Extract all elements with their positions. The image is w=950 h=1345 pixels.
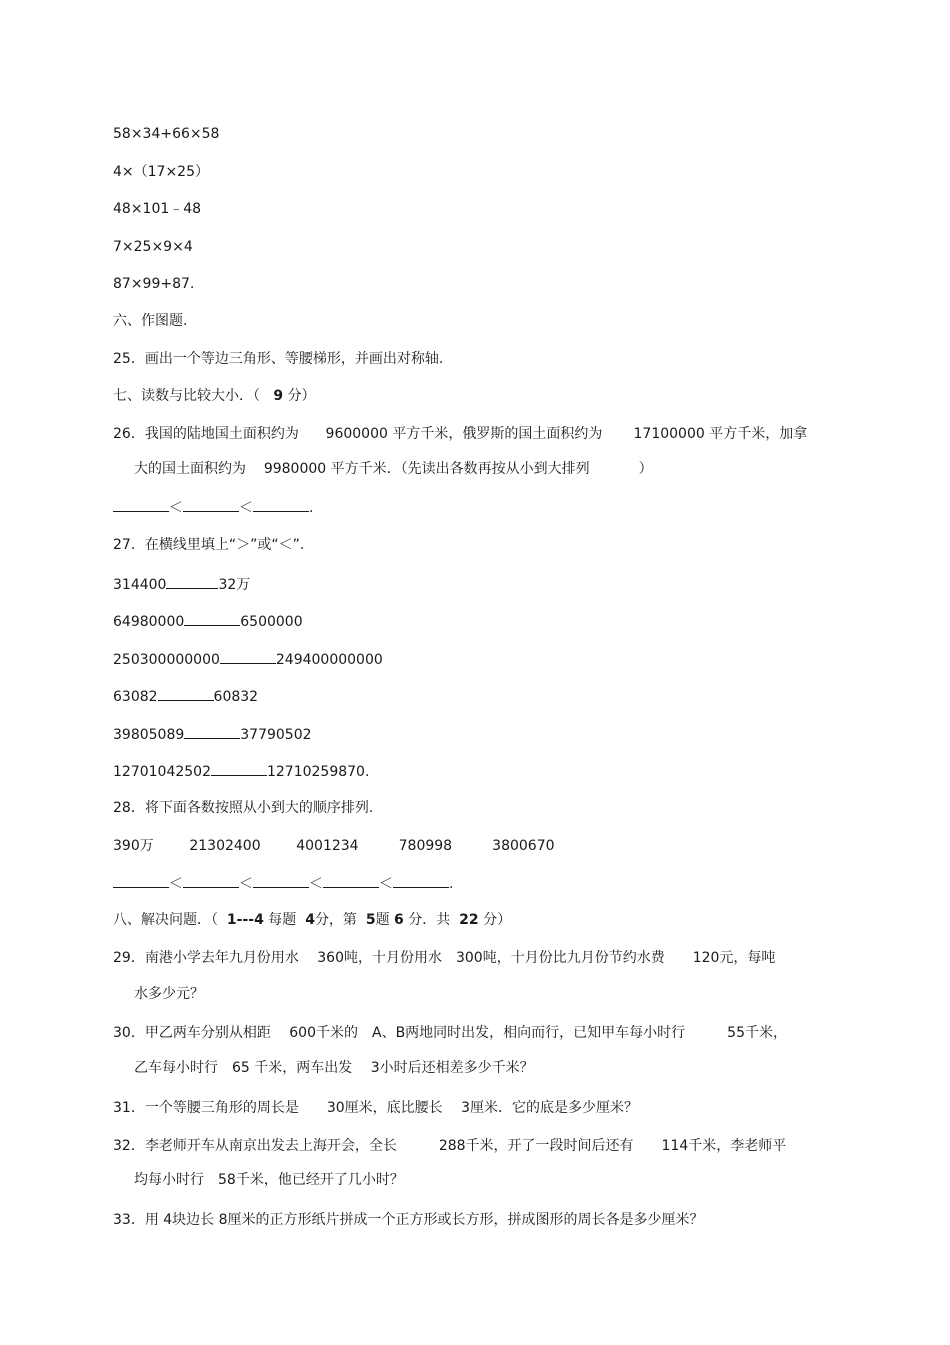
compare-row	[113, 649, 383, 670]
answer-blank[interactable]	[220, 649, 276, 664]
answer-blank[interactable]	[211, 761, 267, 776]
compare-right: 6500000	[240, 614, 303, 630]
compare-left: 64980000	[113, 614, 185, 630]
question-31: 31．一个等腰三角形的周长是 30厘米，底比腰长 3厘米．它的底是多少厘米？	[113, 1100, 638, 1116]
compare-right: 60832	[213, 689, 259, 705]
q26-text: 平方千米．（先读出各数再按从小到大排列	[330, 461, 590, 477]
compare-right: 32万	[218, 577, 251, 593]
question-29-line-2: 水多少元？	[134, 986, 204, 1002]
compare-row	[113, 574, 250, 595]
answer-blank[interactable]	[393, 873, 449, 888]
question-26-line-2	[134, 459, 653, 479]
section-8-text: 八、解决问题．（	[113, 912, 218, 928]
less-than-sign: ＜	[169, 500, 183, 516]
calc-item: 4×（17×25）	[113, 164, 209, 180]
compare-left: 63082	[113, 689, 158, 705]
question-25: 25．画出一个等边三角形、等腰梯形，并画出对称轴.	[113, 351, 444, 367]
question-28-answer-row	[113, 873, 453, 894]
section-8-score: 6	[394, 912, 404, 928]
number-item: 390万	[113, 838, 154, 854]
section-8-range: 1---4	[226, 912, 264, 928]
question-27-title: 27．在横线里填上“＞”或“＜”.	[113, 537, 305, 553]
section-heading-7	[113, 386, 316, 406]
question-33: 33．用 4块边长 8厘米的正方形纸片拼成一个正方形或长方形，拼成图形的周长各是多少厘米？	[113, 1212, 704, 1228]
answer-blank[interactable]	[166, 574, 218, 589]
compare-left: 250300000000	[113, 652, 220, 668]
question-32-line-2: 均每小时行 58千米，他已经开了几小时？	[134, 1172, 404, 1188]
compare-left: 12701042502	[113, 764, 211, 780]
section-7-suffix: 分）	[287, 388, 316, 404]
compare-left: 314400	[113, 577, 167, 593]
section-7-prefix: 七、读数与比较大小．（	[113, 388, 260, 404]
section-8-text: 分，第	[314, 912, 357, 928]
calc-item: 58×34+66×58	[113, 126, 220, 142]
less-than-sign: ＜	[239, 876, 253, 892]
number-item: 21302400	[189, 838, 261, 854]
section-heading-8	[113, 910, 511, 930]
compare-row	[113, 611, 303, 632]
less-than-sign: ＜	[379, 876, 393, 892]
section-8-text: 分．共	[408, 912, 451, 928]
q26-text: 平方千米，俄罗斯的国土面积约为	[392, 426, 603, 442]
answer-blank[interactable]	[253, 497, 309, 512]
answer-blank[interactable]	[183, 497, 239, 512]
answer-blank[interactable]	[113, 873, 169, 888]
number-item: 4001234	[296, 838, 359, 854]
answer-blank[interactable]	[253, 873, 309, 888]
number-list	[113, 836, 555, 856]
section-7-score: 9	[273, 388, 284, 404]
number-item: 780998	[398, 838, 453, 854]
question-28-title: 28．将下面各数按照从小到大的顺序排列.	[113, 800, 374, 816]
question-32-line-1: 32．李老师开车从南京出发去上海开会，全长 288千米，开了一段时间后还有 114千米，李老师平	[113, 1138, 787, 1154]
calc-item: 48×101﹣48	[113, 201, 202, 217]
q26-number: 9980000	[263, 461, 327, 477]
q26-text: 大的国土面积约为	[134, 461, 246, 477]
answer-blank[interactable]	[323, 873, 379, 888]
answer-blank[interactable]	[184, 724, 240, 739]
calc-item: 7×25×9×4	[113, 239, 193, 255]
less-than-sign: ＜	[309, 876, 323, 892]
q26-number: 17100000	[633, 426, 705, 442]
answer-blank[interactable]	[158, 686, 214, 701]
compare-row	[113, 724, 312, 745]
period: .	[449, 876, 454, 892]
compare-right: 12710259870.	[266, 764, 370, 780]
calc-item: 87×99+87.	[113, 276, 195, 292]
q26-number: 9600000	[325, 426, 388, 442]
number-item: 3800670	[492, 838, 555, 854]
compare-row	[113, 761, 369, 782]
section-8-score: 5	[365, 912, 376, 928]
question-26-answer-row	[113, 497, 313, 518]
question-30-line-1: 30．甲乙两车分别从相距 600千米的 A、B两地同时出发，相向而行，已知甲车每小时行 55千米，	[113, 1025, 787, 1041]
section-8-text: 每题	[268, 912, 297, 928]
answer-blank[interactable]	[183, 873, 239, 888]
answer-blank[interactable]	[184, 611, 240, 626]
less-than-sign: ＜	[239, 500, 253, 516]
compare-right: 249400000000	[275, 652, 383, 668]
section-8-text: 题	[375, 912, 390, 928]
question-29-line-1: 29．南港小学去年九月份用水 360吨，十月份用水 300吨，十月份比九月份节约水费 120元，每吨	[113, 950, 776, 966]
compare-row	[113, 686, 258, 707]
compare-left: 39805089	[113, 727, 185, 743]
q26-text: 平方千米，加拿	[709, 426, 808, 442]
answer-blank[interactable]	[113, 497, 169, 512]
question-30-line-2: 乙车每小时行 65 千米，两车出发 3小时后还相差多少千米？	[134, 1060, 534, 1076]
q26-text: ）	[638, 461, 653, 477]
compare-right: 37790502	[240, 727, 312, 743]
period: .	[309, 500, 314, 516]
section-heading-6: 六、作图题.	[113, 313, 188, 329]
less-than-sign: ＜	[169, 876, 183, 892]
q26-text: 26．我国的陆地国土面积约为	[113, 426, 299, 442]
section-8-score: 22	[459, 912, 479, 928]
section-8-text: 分）	[483, 912, 512, 928]
question-26-line-1	[113, 424, 807, 444]
section-8-score: 4	[305, 912, 315, 928]
